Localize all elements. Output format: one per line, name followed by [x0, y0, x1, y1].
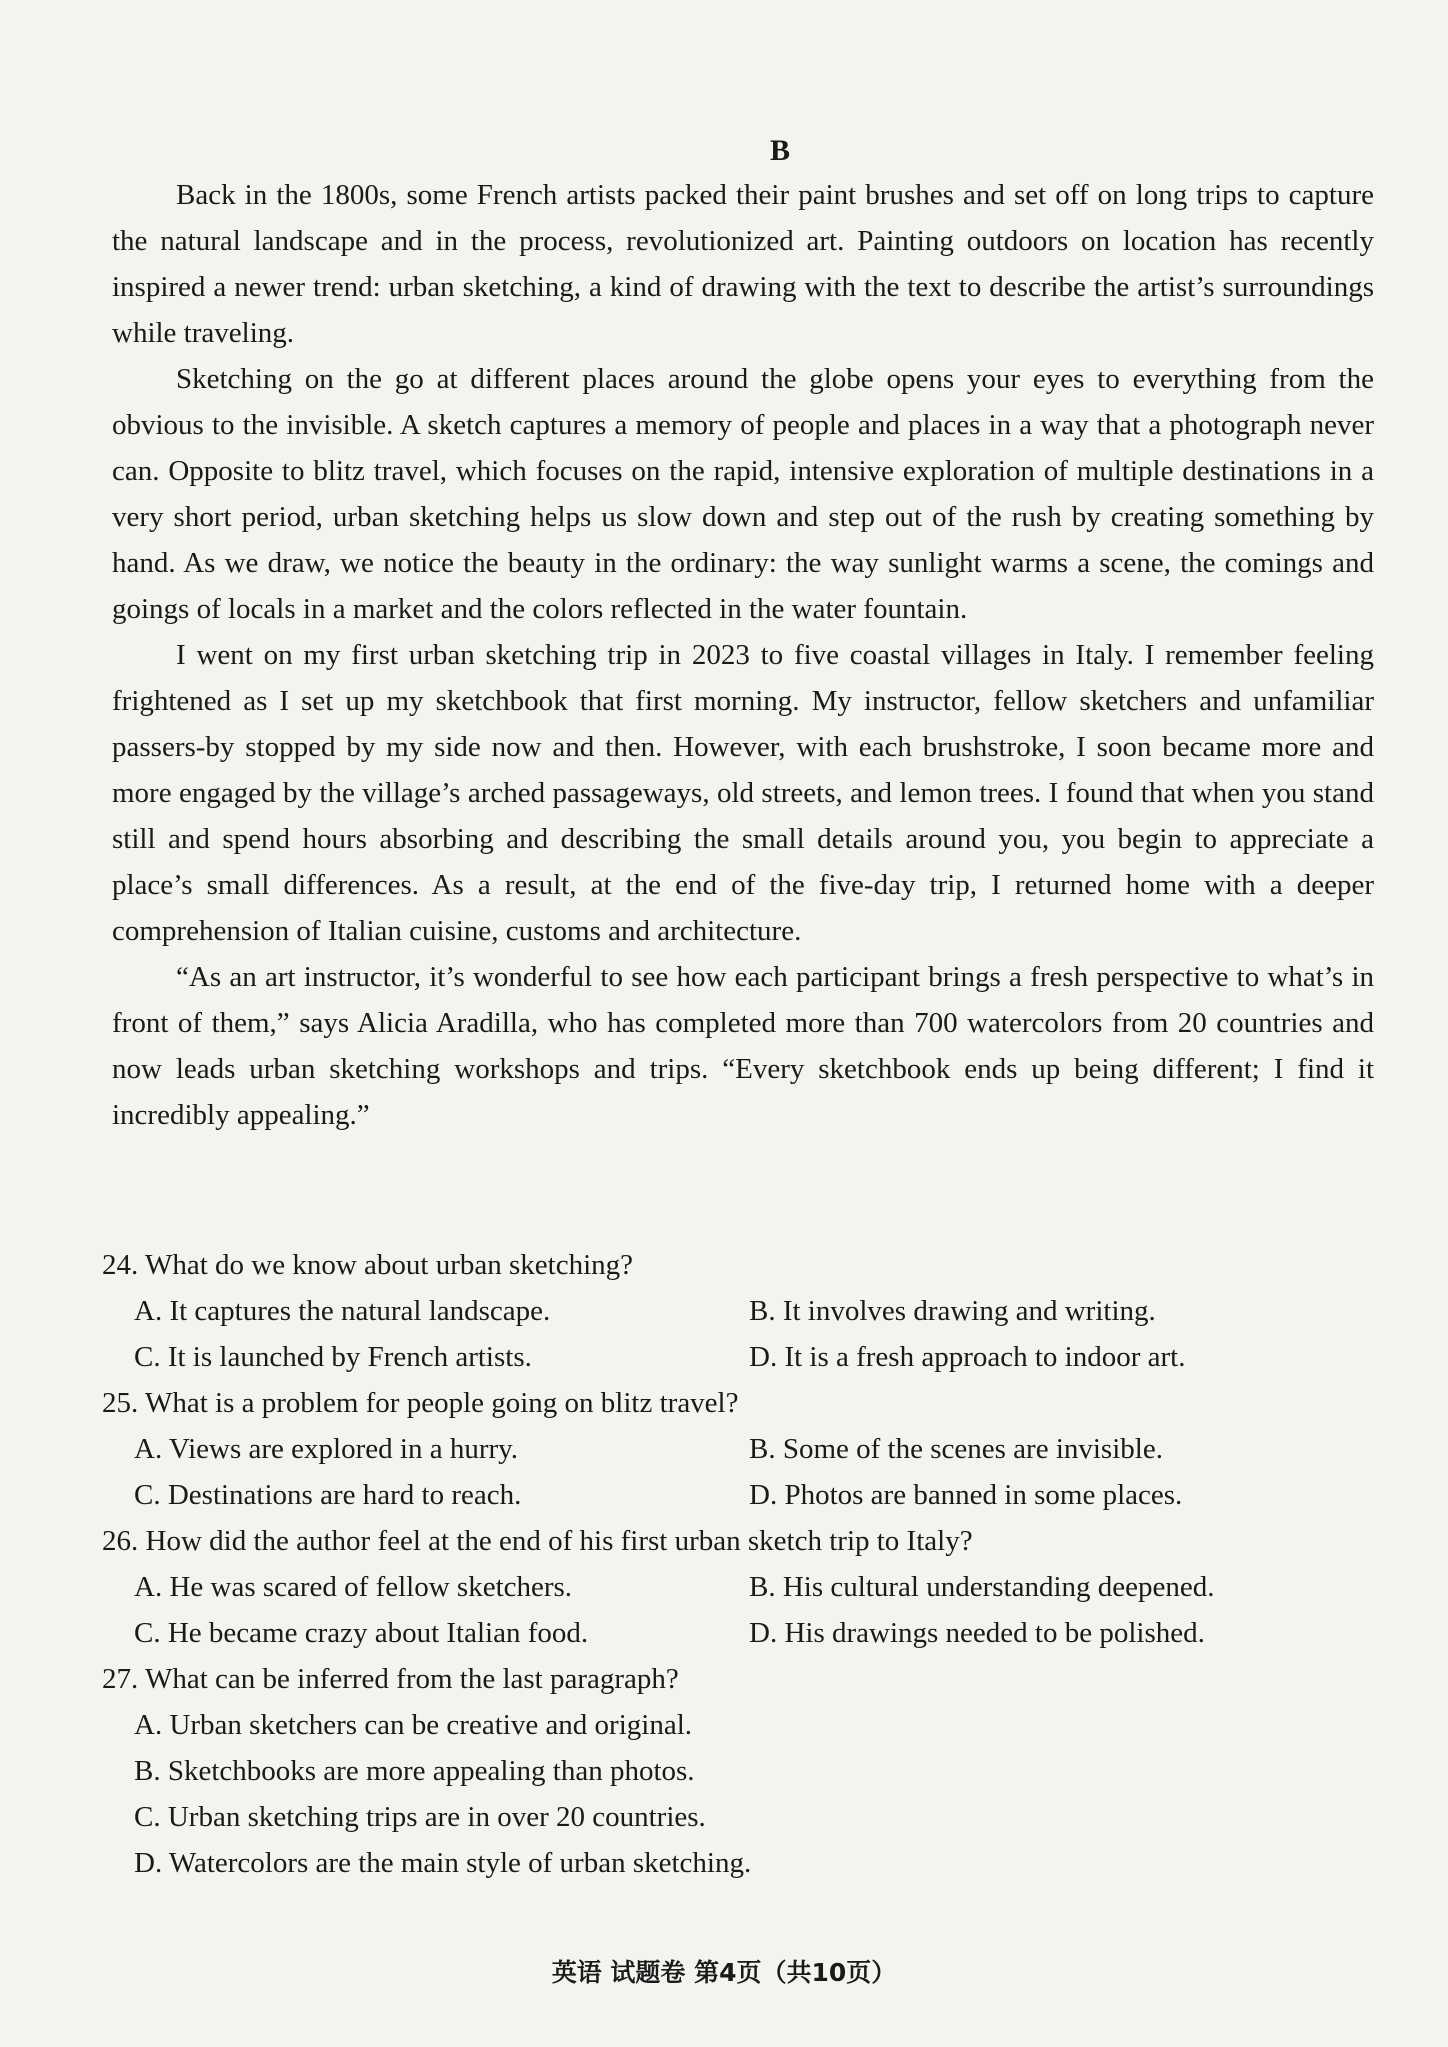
question-stem: 24. What do we know about urban sketching? — [102, 1249, 634, 1281]
option-b: B. Some of the scenes are invisible. — [749, 1433, 1163, 1465]
option-c: C. Destinations are hard to reach. — [134, 1479, 522, 1511]
question-stem: 27. What can be inferred from the last paragraph? — [102, 1663, 679, 1695]
option-b: B. Sketchbooks are more appealing than photos. — [134, 1755, 695, 1787]
question-25 — [102, 1380, 1302, 1518]
answer-options — [102, 1288, 1302, 1380]
option-a: A. Urban sketchers can be creative and original. — [134, 1709, 693, 1741]
passage-paragraph-4: “As an art instructor, it’s wonderful to see how each participant brings a fresh perspective to what’s in front of them,” says Alicia Aradilla, who has completed more than 700 watercolors from 20 countries and now leads urban sketching workshops and trips. “Every sketchbook ends up being different; I find it incredibly appealing.” — [112, 961, 1374, 1131]
question-26 — [102, 1518, 1302, 1656]
question-stem: 25. What is a problem for people going on blitz travel? — [102, 1387, 739, 1419]
answer-options — [102, 1426, 1302, 1518]
page-footer: 英语 试题卷 第4页（共10页） — [551, 1958, 897, 1987]
option-b: B. His cultural understanding deepened. — [749, 1571, 1215, 1603]
option-c: C. Urban sketching trips are in over 20 countries. — [134, 1801, 706, 1833]
option-c: C. It is launched by French artists. — [134, 1341, 532, 1373]
option-a: A. It captures the natural landscape. — [134, 1295, 551, 1327]
option-d: D. It is a fresh approach to indoor art. — [749, 1341, 1186, 1373]
option-d: D. His drawings needed to be polished. — [749, 1617, 1205, 1649]
question-24 — [102, 1242, 1302, 1380]
option-d: D. Watercolors are the main style of urban sketching. — [134, 1847, 752, 1879]
reading-passage — [112, 172, 1374, 1138]
option-b: B. It involves drawing and writing. — [749, 1295, 1156, 1327]
question-list — [102, 1242, 1302, 1886]
section-heading: B — [769, 134, 790, 167]
question-stem: 26. How did the author feel at the end of his first urban sketch trip to Italy? — [102, 1525, 973, 1557]
option-a: A. He was scared of fellow sketchers. — [134, 1571, 573, 1603]
option-d: D. Photos are banned in some places. — [749, 1479, 1183, 1511]
answer-options — [102, 1564, 1302, 1656]
question-27 — [102, 1656, 1302, 1886]
passage-paragraph-3: I went on my first urban sketching trip in 2023 to five coastal villages in Italy. I remember feeling frightened as I set up my sketchbook that first morning. My instructor, fellow sketchers and unfamiliar passers-by stopped by my side now and then. However, with each brushstroke, I soon became more and more engaged by the village’s arched passageways, old streets, and lemon trees. I found that when you stand still and spend hours absorbing and describing the small details around you, you begin to appreciate a place’s small differences. As a result, at the end of the five-day trip, I returned home with a deeper comprehension of Italian cuisine, customs and architecture. — [112, 639, 1374, 947]
passage-paragraph-1: Back in the 1800s, some French artists packed their paint brushes and set off on long trips to capture the natural landscape and in the process, revolutionized art. Painting outdoors on location has recently inspired a newer trend: urban sketching, a kind of drawing with the text to describe the artist’s surroundings while traveling. — [112, 179, 1374, 349]
option-a: A. Views are explored in a hurry. — [134, 1433, 518, 1465]
option-c: C. He became crazy about Italian food. — [134, 1617, 589, 1649]
passage-paragraph-2: Sketching on the go at different places around the globe opens your eyes to everything from the obvious to the invisible. A sketch captures a memory of people and places in a way that a photograph never can. Opposite to blitz travel, which focuses on the rapid, intensive exploration of multiple destinations in a very short period, urban sketching helps us slow down and step out of the rush by creating something by hand. As we draw, we notice the beauty in the ordinary: the way sunlight warms a scene, the comings and goings of locals in a market and the colors reflected in the water fountain. — [112, 363, 1374, 625]
answer-options — [102, 1702, 1302, 1886]
